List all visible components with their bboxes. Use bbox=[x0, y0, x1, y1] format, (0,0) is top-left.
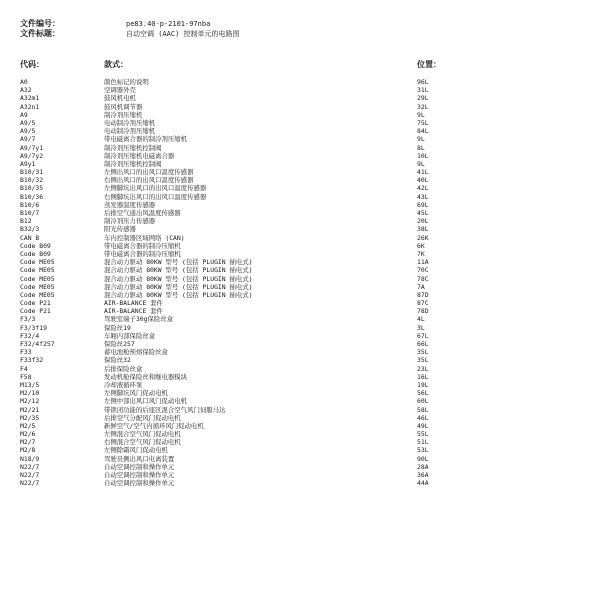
table-row bbox=[0, 225, 602, 233]
row-code: A9y1 bbox=[20, 159, 36, 168]
table-row bbox=[0, 119, 602, 127]
row-code: F32/4f257 bbox=[20, 340, 55, 348]
table-row bbox=[0, 422, 602, 430]
table-row bbox=[0, 217, 602, 225]
table-row bbox=[0, 446, 602, 454]
table-row bbox=[0, 160, 602, 168]
row-code: CAN B bbox=[20, 233, 40, 242]
row-code: Code P21 bbox=[20, 299, 51, 308]
row-position: 9L bbox=[417, 135, 425, 144]
table-row bbox=[0, 340, 602, 348]
table-row bbox=[0, 242, 602, 250]
table-row bbox=[0, 144, 602, 152]
row-code: B10/36 bbox=[20, 192, 44, 201]
row-position: 44A bbox=[417, 479, 429, 488]
row-position: 96L bbox=[417, 78, 429, 86]
row-description: 左侧脚坑风门促动电机 bbox=[104, 389, 168, 398]
row-position: 69L bbox=[417, 200, 429, 209]
table-row bbox=[0, 266, 602, 274]
row-code: N22/7 bbox=[20, 471, 40, 479]
row-description: 颜色标记的说明 bbox=[104, 78, 149, 86]
doc-title-label: 文件标题： bbox=[20, 29, 60, 38]
row-description: 蒸发器温度传感器 bbox=[104, 200, 156, 209]
row-position: 35L bbox=[417, 356, 429, 365]
table-row bbox=[0, 94, 602, 102]
row-code: A9 bbox=[20, 110, 28, 119]
row-code: Code ME05 bbox=[20, 266, 55, 275]
table-row bbox=[0, 283, 602, 291]
row-position: 45L bbox=[417, 209, 429, 217]
row-code: F3/3f19 bbox=[20, 323, 47, 332]
table-row bbox=[0, 250, 602, 258]
table-row bbox=[0, 455, 602, 463]
doc-title-value: 自动空调 (AAC) 控制单元的电路图 bbox=[126, 30, 240, 38]
row-position: 7K bbox=[417, 249, 425, 258]
row-description: 蓄电池舱预熔保险丝盒 bbox=[104, 348, 168, 357]
row-code: Code B09 bbox=[20, 249, 51, 258]
row-code: F33 bbox=[20, 348, 32, 357]
row-code: A9/5 bbox=[20, 127, 36, 136]
row-code: M2/21 bbox=[20, 405, 40, 414]
row-position: 67L bbox=[417, 331, 429, 340]
table-row bbox=[0, 389, 602, 397]
row-position: 16L bbox=[417, 372, 429, 381]
row-position: 36A bbox=[417, 471, 429, 479]
row-position: 29L bbox=[417, 94, 429, 103]
row-position: 56L bbox=[417, 389, 429, 398]
row-position: 20L bbox=[417, 217, 429, 226]
row-position: 55L bbox=[417, 430, 429, 439]
row-position: 58L bbox=[417, 405, 429, 414]
row-position: 70C bbox=[417, 266, 429, 275]
row-code: N22/7 bbox=[20, 479, 40, 488]
row-code: B10/32 bbox=[20, 176, 44, 185]
document-meta bbox=[20, 19, 240, 39]
table-row bbox=[0, 152, 602, 160]
row-position: 42L bbox=[417, 184, 429, 193]
row-code: F3/3 bbox=[20, 315, 36, 324]
table-row bbox=[0, 406, 602, 414]
doc-title-row bbox=[20, 29, 240, 39]
table-row bbox=[0, 315, 602, 323]
row-position: 66L bbox=[417, 340, 429, 348]
row-description: 车内控制器区域网络 (CAN) bbox=[104, 233, 185, 242]
row-description: 右侧脚坑出风口的出风口温度传感器 bbox=[104, 192, 207, 201]
row-code: B12 bbox=[20, 217, 32, 226]
row-code: Code ME05 bbox=[20, 290, 55, 299]
row-code: N22/7 bbox=[20, 462, 40, 471]
row-position: 35L bbox=[417, 348, 429, 357]
column-header-desc: 款式： bbox=[104, 60, 128, 69]
row-code: F33f32 bbox=[20, 356, 44, 365]
doc-number-label: 文件编号： bbox=[20, 19, 60, 28]
row-position: 7A bbox=[417, 282, 425, 291]
row-description: 左侧中部出风口风门促动电机 bbox=[104, 397, 188, 406]
row-position: 9L bbox=[417, 159, 425, 168]
row-description: 电动制冷剂压缩机 bbox=[104, 127, 156, 136]
row-position: 11A bbox=[417, 258, 429, 267]
row-position: 78C bbox=[417, 274, 429, 283]
row-description: 混合动力驱动 80KW 型号 (包括 PLUGIN 插电式) bbox=[104, 274, 253, 283]
row-position: 60L bbox=[417, 397, 429, 406]
table-row bbox=[0, 479, 602, 487]
row-description: 驾驶员侧出风口电离装置 bbox=[104, 454, 175, 463]
component-list bbox=[0, 78, 602, 487]
row-position: 51L bbox=[417, 438, 429, 447]
table-row bbox=[0, 258, 602, 266]
table-row bbox=[0, 307, 602, 315]
row-position: 4L bbox=[417, 315, 425, 324]
table-row bbox=[0, 184, 602, 192]
table-row bbox=[0, 365, 602, 373]
row-position: 87C bbox=[417, 299, 429, 308]
row-code: M2/7 bbox=[20, 438, 36, 447]
row-code: A32n1 bbox=[20, 102, 40, 111]
column-header-code: 代码： bbox=[20, 60, 44, 69]
row-code: M2/12 bbox=[20, 397, 40, 406]
table-row bbox=[0, 209, 602, 217]
row-description: 发动机舱保险丝和继电器模块 bbox=[104, 372, 188, 381]
row-description: 制冷剂压缩机电磁离合器 bbox=[104, 151, 175, 160]
row-code: Code ME05 bbox=[20, 274, 55, 283]
row-description: 保险丝257 bbox=[104, 340, 135, 348]
row-description: 混合动力驱动 80KW 型号 (包括 PLUGIN 插电式) bbox=[104, 258, 253, 267]
row-description: 右侧混合空气风门促动电机 bbox=[104, 438, 181, 447]
table-row bbox=[0, 234, 602, 242]
row-description: 带电磁离合器的制冷剂压缩机 bbox=[104, 135, 188, 144]
table-row bbox=[0, 471, 602, 479]
row-position: 84L bbox=[417, 127, 429, 136]
row-description: 鼓风机调节器 bbox=[104, 102, 143, 111]
row-position: 9L bbox=[417, 110, 425, 119]
row-code: Code ME05 bbox=[20, 282, 55, 291]
row-code: M2/10 bbox=[20, 389, 40, 398]
row-description: 阳光传感器 bbox=[104, 225, 136, 234]
row-code: B10/35 bbox=[20, 184, 44, 193]
row-description: AIR-BALANCE 套件 bbox=[104, 307, 163, 316]
table-row bbox=[0, 291, 602, 299]
row-description: 混合动力驱动 80KW 型号 (包括 PLUGIN 插电式) bbox=[104, 282, 253, 291]
table-row bbox=[0, 168, 602, 176]
row-position: 53L bbox=[417, 446, 429, 455]
row-description: 自动空调控制和操作单元 bbox=[104, 462, 175, 471]
doc-number-row bbox=[20, 19, 240, 29]
row-code: A9/7 bbox=[20, 135, 36, 144]
table-row bbox=[0, 111, 602, 119]
table-row bbox=[0, 438, 602, 446]
row-description: 混合动力驱动 80KW 型号 (包括 PLUGIN 插电式) bbox=[104, 290, 253, 299]
table-row bbox=[0, 430, 602, 438]
row-position: 6K bbox=[417, 241, 425, 250]
row-position: 28A bbox=[417, 462, 429, 471]
row-code: Code B09 bbox=[20, 241, 51, 250]
table-row bbox=[0, 299, 602, 307]
table-row bbox=[0, 86, 602, 94]
row-description: 带锁闭功能的后座区混合空气风门伺服马达 bbox=[104, 405, 226, 414]
table-row bbox=[0, 463, 602, 471]
row-code: Code P21 bbox=[20, 307, 51, 316]
row-description: 新鲜空气/空气内循环风门促动电机 bbox=[104, 421, 204, 430]
row-code: A9/7y1 bbox=[20, 143, 44, 152]
row-description: 制冷剂压缩机控制阀 bbox=[104, 159, 162, 168]
row-description: 空调器外壳 bbox=[104, 86, 136, 95]
table-row bbox=[0, 414, 602, 422]
row-code: M13/5 bbox=[20, 380, 40, 389]
doc-number-value: pe83.40-p-2101-97nba bbox=[126, 20, 211, 28]
row-description: 自动空调控制和操作单元 bbox=[104, 479, 175, 488]
row-position: 49L bbox=[417, 421, 429, 430]
row-description: 右侧出风口的出风口温度传感器 bbox=[104, 176, 194, 185]
row-description: 电动制冷剂压缩机 bbox=[104, 118, 156, 127]
table-row bbox=[0, 397, 602, 405]
row-description: 制冷剂压缩机 bbox=[104, 110, 143, 119]
row-code: N18/9 bbox=[20, 454, 40, 463]
row-description: 制冷剂压缩机控制阀 bbox=[104, 143, 162, 152]
row-description: AIR-BALANCE 套件 bbox=[104, 299, 163, 308]
table-row bbox=[0, 127, 602, 135]
table-row bbox=[0, 275, 602, 283]
row-description: 驾驶室端子30g保险丝盒 bbox=[104, 315, 174, 324]
row-description: 带电磁离合器的制冷压缩机 bbox=[104, 241, 181, 250]
table-row bbox=[0, 348, 602, 356]
row-description: 鼓风机电机 bbox=[104, 94, 136, 103]
table-row bbox=[0, 193, 602, 201]
table-row bbox=[0, 356, 602, 364]
row-code: Code ME05 bbox=[20, 258, 55, 267]
row-code: M2/8 bbox=[20, 446, 36, 455]
row-position: 40L bbox=[417, 176, 429, 185]
table-row bbox=[0, 103, 602, 111]
row-position: 90L bbox=[417, 454, 429, 463]
row-description: 带电磁离合器的制冷压缩机 bbox=[104, 249, 181, 258]
table-row bbox=[0, 201, 602, 209]
row-position: 38L bbox=[417, 225, 429, 234]
row-code: B10/6 bbox=[20, 200, 40, 209]
row-description: 保险丝32 bbox=[104, 356, 131, 365]
row-code: A32m1 bbox=[20, 94, 40, 103]
row-position: 31L bbox=[417, 86, 429, 95]
row-position: 46L bbox=[417, 413, 429, 422]
table-row bbox=[0, 176, 602, 184]
row-description: 制冷剂压力传感器 bbox=[104, 217, 156, 226]
row-description: 左侧脚坑出风口的出风口温度传感器 bbox=[104, 184, 207, 193]
row-description: 后排空气通出风温度传感器 bbox=[104, 209, 181, 217]
row-code: M2/6 bbox=[20, 430, 36, 439]
row-description: 左侧出风口的出风口温度传感器 bbox=[104, 168, 194, 177]
table-row bbox=[0, 324, 602, 332]
column-header-pos: 位置： bbox=[417, 60, 441, 69]
row-position: 8L bbox=[417, 143, 425, 152]
row-description: 后排空气分配风门促动电机 bbox=[104, 413, 181, 422]
row-position: 41L bbox=[417, 168, 429, 177]
table-row bbox=[0, 135, 602, 143]
row-code: A9/5 bbox=[20, 118, 36, 127]
row-position: 43L bbox=[417, 192, 429, 201]
row-code: M2/5 bbox=[20, 421, 36, 430]
table-row bbox=[0, 373, 602, 381]
row-code: F32/4 bbox=[20, 331, 40, 340]
table-row bbox=[0, 332, 602, 340]
row-position: 10L bbox=[417, 151, 429, 160]
row-code: A9/7y2 bbox=[20, 151, 44, 160]
row-code: A0 bbox=[20, 78, 28, 86]
row-position: 23L bbox=[417, 364, 429, 373]
row-code: F4 bbox=[20, 364, 28, 373]
row-code: F58 bbox=[20, 372, 32, 381]
row-code: B10/7 bbox=[20, 209, 40, 217]
row-description: 冷却液循环泵 bbox=[104, 380, 143, 389]
row-position: 87D bbox=[417, 290, 429, 299]
row-description: 后排保险丝盒 bbox=[104, 364, 143, 373]
row-position: 75L bbox=[417, 118, 429, 127]
table-row bbox=[0, 78, 602, 86]
row-description: 车厢内部保险丝盒 bbox=[104, 331, 156, 340]
row-code: M2/35 bbox=[20, 413, 40, 422]
row-description: 混合动力驱动 80KW 型号 (包括 PLUGIN 插电式) bbox=[104, 266, 253, 275]
row-description: 自动空调控制和操作单元 bbox=[104, 471, 175, 479]
table-row bbox=[0, 381, 602, 389]
row-position: 26K bbox=[417, 233, 429, 242]
row-description: 保险丝19 bbox=[104, 323, 131, 332]
row-position: 78D bbox=[417, 307, 429, 316]
row-code: A32 bbox=[20, 86, 32, 95]
row-position: 19L bbox=[417, 380, 429, 389]
row-description: 左侧除霜风门促动电机 bbox=[104, 446, 168, 455]
row-position: 3L bbox=[417, 323, 425, 332]
row-position: 32L bbox=[417, 102, 429, 111]
row-code: B10/31 bbox=[20, 168, 44, 177]
row-description: 左侧混合空气风门促动电机 bbox=[104, 430, 181, 439]
row-code: B32/3 bbox=[20, 225, 40, 234]
